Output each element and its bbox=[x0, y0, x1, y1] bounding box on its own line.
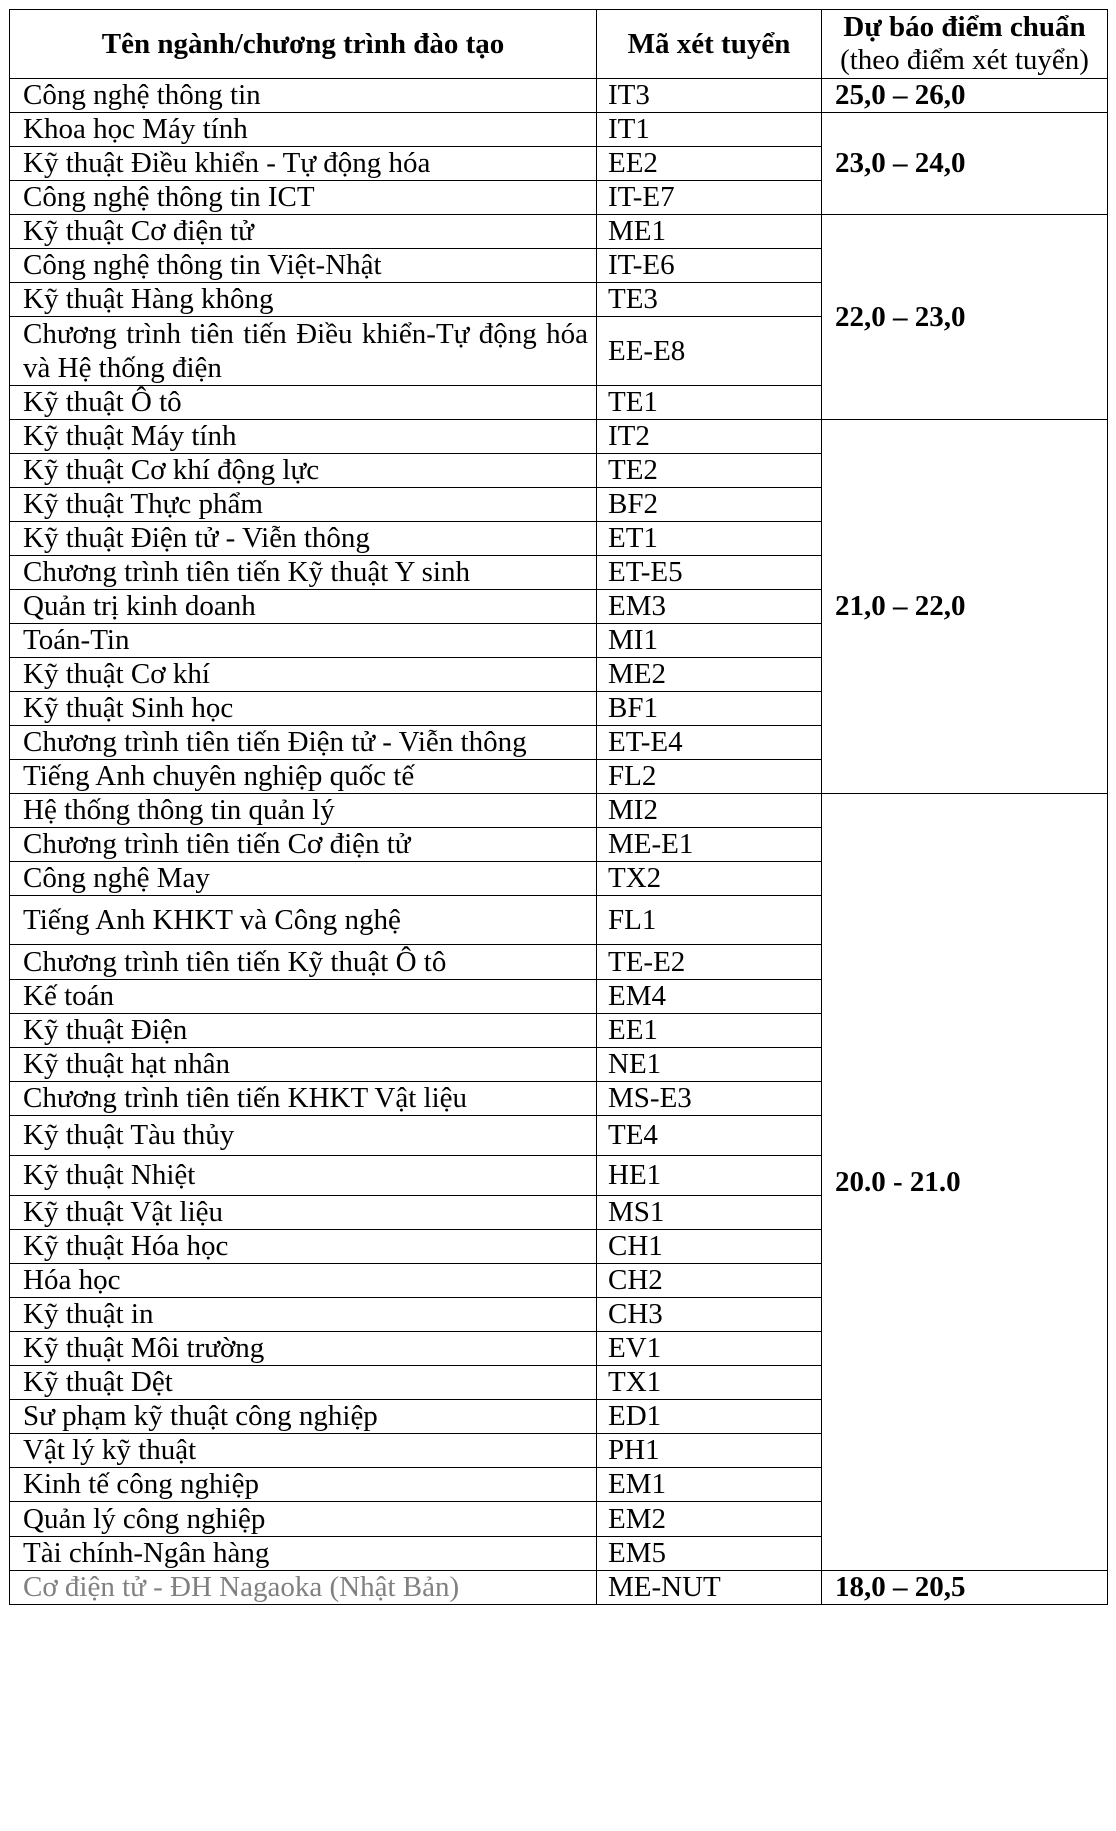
program-name-cell: Kỹ thuật Nhiệt bbox=[10, 1156, 597, 1196]
program-name-cell: Cơ điện tử - ĐH Nagaoka (Nhật Bản) bbox=[10, 1571, 597, 1605]
program-name-cell: Chương trình tiên tiến KHKT Vật liệu bbox=[10, 1082, 597, 1116]
program-name-cell: Kỹ thuật Hàng không bbox=[10, 283, 597, 317]
admission-code-cell: BF2 bbox=[597, 488, 822, 522]
header-program-name: Tên ngành/chương trình đào tạo bbox=[10, 10, 597, 79]
table-body bbox=[10, 79, 1108, 1605]
score-forecast-table bbox=[9, 9, 1108, 1605]
program-name-cell: Khoa học Máy tính bbox=[10, 113, 597, 147]
program-name-cell: Công nghệ thông tin bbox=[10, 79, 597, 113]
admission-code-cell: EE2 bbox=[597, 147, 822, 181]
admission-code-cell: IT2 bbox=[597, 420, 822, 454]
admission-code-cell: EM4 bbox=[597, 980, 822, 1014]
program-name-cell: Chương trình tiên tiến Kỹ thuật Y sinh bbox=[10, 556, 597, 590]
program-name-cell: Kỹ thuật Cơ điện tử bbox=[10, 215, 597, 249]
admission-code-cell: IT1 bbox=[597, 113, 822, 147]
admission-code-cell: EE1 bbox=[597, 1014, 822, 1048]
admission-code-cell: ET-E4 bbox=[597, 726, 822, 760]
program-name-cell: Kỹ thuật Điều khiển - Tự động hóa bbox=[10, 147, 597, 181]
header-forecast-score-subtitle: (theo điểm xét tuyển) bbox=[840, 44, 1089, 76]
program-name-cell: Chương trình tiên tiến Kỹ thuật Ô tô bbox=[10, 945, 597, 980]
forecast-score-cell: 22,0 – 23,0 bbox=[822, 215, 1108, 420]
admission-code-cell: EM2 bbox=[597, 1502, 822, 1537]
program-name-cell: Quản trị kinh doanh bbox=[10, 590, 597, 624]
program-name-cell: Chương trình tiên tiến Điện tử - Viễn thông bbox=[10, 726, 597, 760]
admission-code-cell: ED1 bbox=[597, 1400, 822, 1434]
program-name-cell: Kỹ thuật in bbox=[10, 1298, 597, 1332]
program-name-cell: Kỹ thuật hạt nhân bbox=[10, 1048, 597, 1082]
admission-code-cell: TE1 bbox=[597, 386, 822, 420]
header-forecast-score-title: Dự báo điểm chuẩn bbox=[843, 11, 1086, 43]
program-name-cell: Toán-Tin bbox=[10, 624, 597, 658]
table-row bbox=[10, 79, 1108, 113]
admission-code-cell: ME2 bbox=[597, 658, 822, 692]
admission-code-cell: HE1 bbox=[597, 1156, 822, 1196]
header-row bbox=[10, 10, 1108, 79]
admission-code-cell: TE4 bbox=[597, 1116, 822, 1156]
forecast-score-cell: 21,0 – 22,0 bbox=[822, 420, 1108, 794]
table-row bbox=[10, 215, 1108, 249]
forecast-score-cell: 25,0 – 26,0 bbox=[822, 79, 1108, 113]
program-name-cell: Công nghệ May bbox=[10, 862, 597, 896]
program-name-cell: Kế toán bbox=[10, 980, 597, 1014]
program-name-cell: Công nghệ thông tin ICT bbox=[10, 181, 597, 215]
program-name-cell: Tiếng Anh chuyên nghiệp quốc tế bbox=[10, 760, 597, 794]
program-name-cell: Tiếng Anh KHKT và Công nghệ bbox=[10, 896, 597, 945]
admission-code-cell: NE1 bbox=[597, 1048, 822, 1082]
program-name-cell: Kỹ thuật Cơ khí động lực bbox=[10, 454, 597, 488]
program-name-cell: Kỹ thuật Vật liệu bbox=[10, 1196, 597, 1230]
admission-code-cell: MS-E3 bbox=[597, 1082, 822, 1116]
admission-code-cell: ME1 bbox=[597, 215, 822, 249]
program-name-cell: Kỹ thuật Thực phẩm bbox=[10, 488, 597, 522]
forecast-score-cell: 18,0 – 20,5 bbox=[822, 1571, 1108, 1605]
program-name-cell: Quản lý công nghiệp bbox=[10, 1502, 597, 1537]
forecast-score-cell: 20.0 - 21.0 bbox=[822, 794, 1108, 1571]
program-name-cell: Kỹ thuật Máy tính bbox=[10, 420, 597, 454]
admission-code-cell: IT3 bbox=[597, 79, 822, 113]
admission-code-cell: TE2 bbox=[597, 454, 822, 488]
table-row bbox=[10, 113, 1108, 147]
admission-code-cell: EM3 bbox=[597, 590, 822, 624]
program-name-cell: Kỹ thuật Tàu thủy bbox=[10, 1116, 597, 1156]
admission-code-cell: BF1 bbox=[597, 692, 822, 726]
table-row bbox=[10, 794, 1108, 828]
admission-code-cell: FL2 bbox=[597, 760, 822, 794]
admission-code-cell: IT-E7 bbox=[597, 181, 822, 215]
program-name-cell: Vật lý kỹ thuật bbox=[10, 1434, 597, 1468]
program-name-cell: Chương trình tiên tiến Cơ điện tử bbox=[10, 828, 597, 862]
admission-code-cell: EV1 bbox=[597, 1332, 822, 1366]
admission-code-cell: ET-E5 bbox=[597, 556, 822, 590]
admission-code-cell: MS1 bbox=[597, 1196, 822, 1230]
program-name-cell: Tài chính-Ngân hàng bbox=[10, 1537, 597, 1571]
program-name-cell: Chương trình tiên tiến Điều khiển-Tự động hóa và Hệ thống điện bbox=[10, 317, 597, 386]
admission-code-cell: TX2 bbox=[597, 862, 822, 896]
admission-code-cell: PH1 bbox=[597, 1434, 822, 1468]
admission-code-cell: FL1 bbox=[597, 896, 822, 945]
admission-code-cell: EM1 bbox=[597, 1468, 822, 1502]
forecast-score-cell: 23,0 – 24,0 bbox=[822, 113, 1108, 215]
admission-code-cell: EM5 bbox=[597, 1537, 822, 1571]
table-row bbox=[10, 1571, 1108, 1605]
program-name-cell: Kỹ thuật Sinh học bbox=[10, 692, 597, 726]
program-name-cell: Công nghệ thông tin Việt-Nhật bbox=[10, 249, 597, 283]
program-name-cell: Kỹ thuật Dệt bbox=[10, 1366, 597, 1400]
program-name-cell: Hóa học bbox=[10, 1264, 597, 1298]
program-name-cell: Kỹ thuật Điện tử - Viễn thông bbox=[10, 522, 597, 556]
program-name-cell: Kỹ thuật Điện bbox=[10, 1014, 597, 1048]
header-forecast-score bbox=[822, 10, 1108, 79]
admission-code-cell: EE-E8 bbox=[597, 317, 822, 386]
table-row bbox=[10, 420, 1108, 454]
program-name-cell: Sư phạm kỹ thuật công nghiệp bbox=[10, 1400, 597, 1434]
program-name-cell: Kinh tế công nghiệp bbox=[10, 1468, 597, 1502]
program-name-cell: Hệ thống thông tin quản lý bbox=[10, 794, 597, 828]
program-name-cell: Kỹ thuật Hóa học bbox=[10, 1230, 597, 1264]
admission-code-cell: IT-E6 bbox=[597, 249, 822, 283]
admission-code-cell: MI2 bbox=[597, 794, 822, 828]
header-admission-code: Mã xét tuyển bbox=[597, 10, 822, 79]
admission-code-cell: MI1 bbox=[597, 624, 822, 658]
admission-code-cell: ET1 bbox=[597, 522, 822, 556]
admission-code-cell: TX1 bbox=[597, 1366, 822, 1400]
admission-code-cell: CH1 bbox=[597, 1230, 822, 1264]
program-name-cell: Kỹ thuật Cơ khí bbox=[10, 658, 597, 692]
admission-code-cell: ME-E1 bbox=[597, 828, 822, 862]
admission-code-cell: TE-E2 bbox=[597, 945, 822, 980]
admission-code-cell: CH3 bbox=[597, 1298, 822, 1332]
program-name-cell: Kỹ thuật Môi trường bbox=[10, 1332, 597, 1366]
admission-code-cell: ME-NUT bbox=[597, 1571, 822, 1605]
admission-code-cell: CH2 bbox=[597, 1264, 822, 1298]
admission-code-cell: TE3 bbox=[597, 283, 822, 317]
program-name-cell: Kỹ thuật Ô tô bbox=[10, 386, 597, 420]
